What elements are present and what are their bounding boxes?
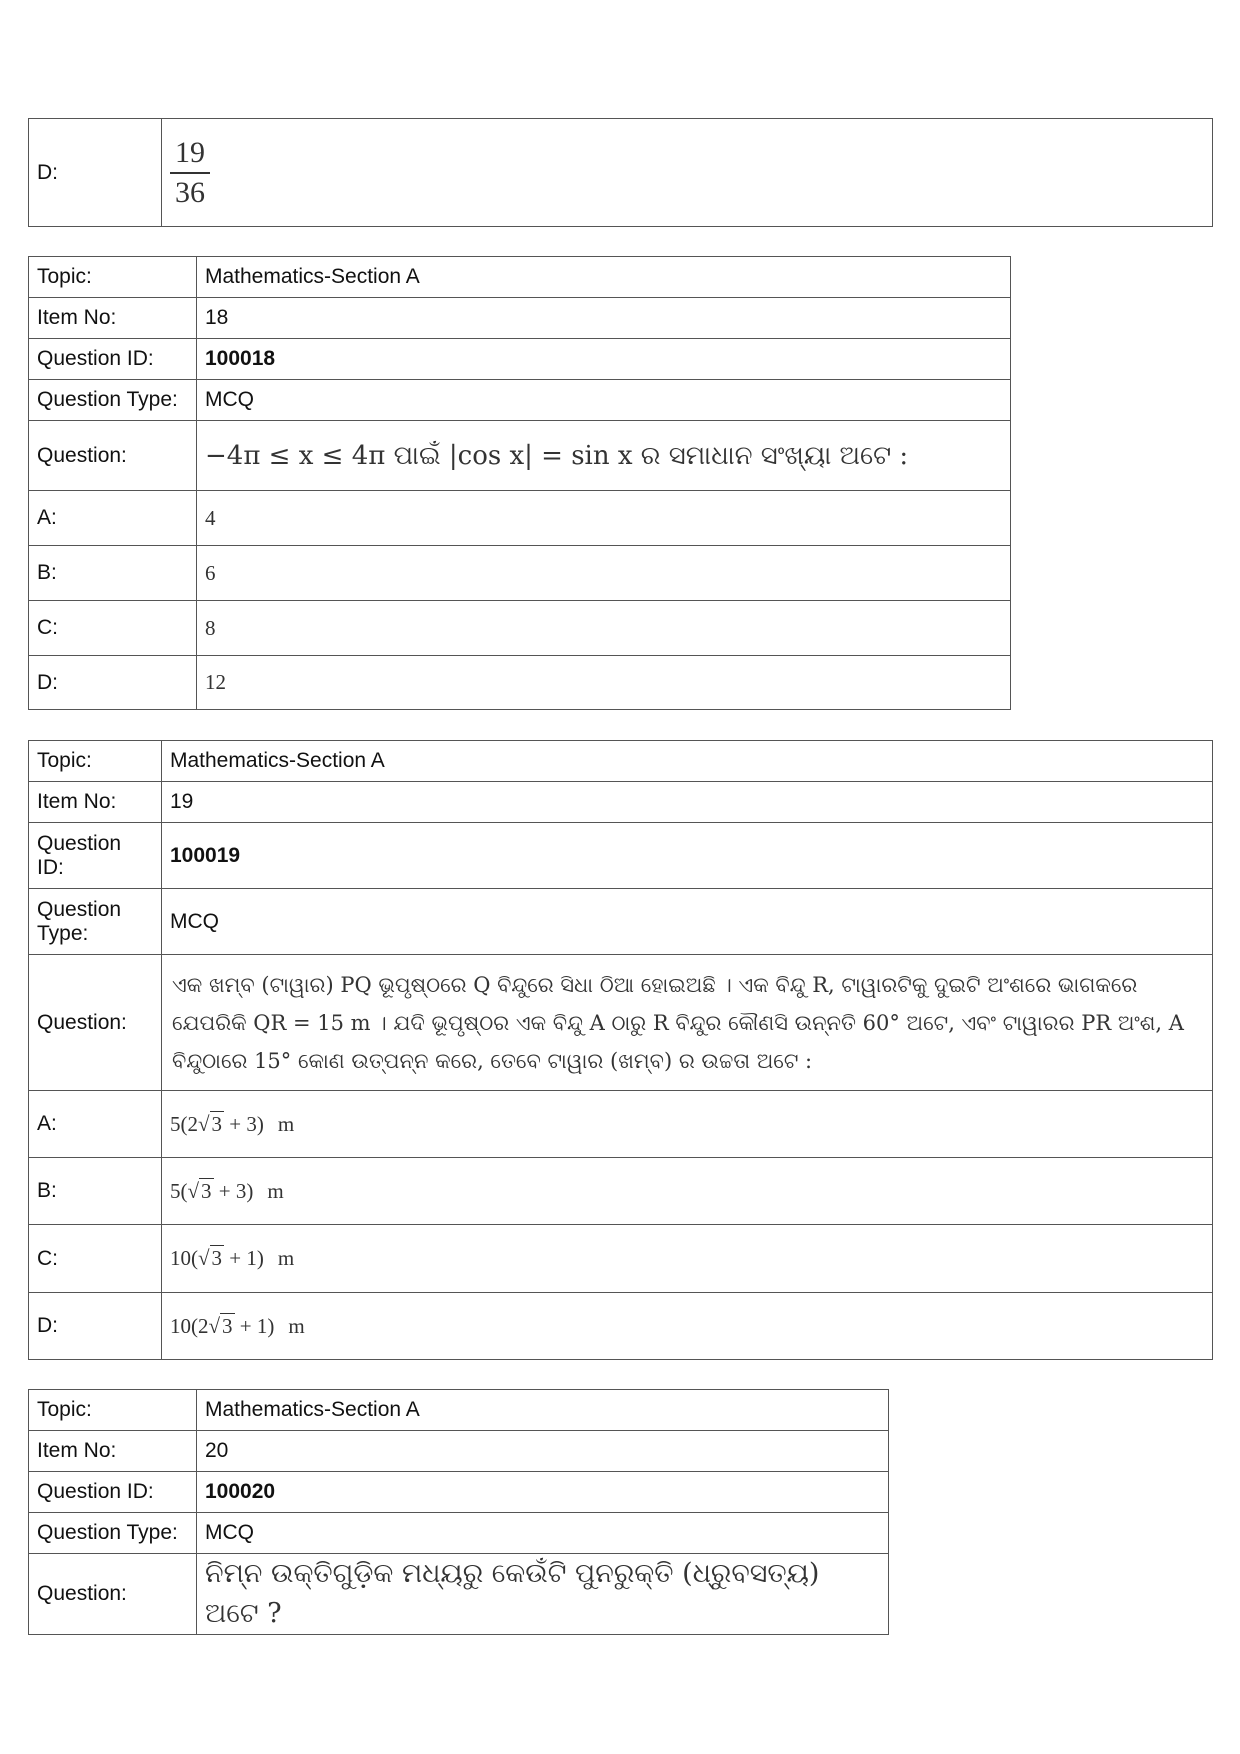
option-b-value: 5(√3 + 3) m: [162, 1158, 1213, 1225]
option-d-value: 12: [197, 656, 1011, 710]
topic-label: Topic:: [29, 257, 197, 298]
question-id-label: Question ID:: [29, 823, 162, 889]
unit: m: [277, 1246, 295, 1270]
open-term: (: [180, 1178, 188, 1203]
option-d-label: D:: [29, 1293, 162, 1360]
question-text: ନିମ୍ନ ଉକ୍ତିଗୁଡ଼ିକ ମଧ୍ୟରୁ କେଉଁଟି ପୁନରୁକ୍ତି (ଧ୍ରୁବସତ୍ୟ) ଅଟେ ?: [197, 1554, 889, 1635]
option-c-value: 8: [197, 601, 1011, 656]
question-id-value: 100020: [197, 1472, 889, 1513]
item-18-table: [28, 256, 1011, 710]
question-type-label: Question Type:: [29, 380, 197, 421]
question-id-label: Question ID:: [29, 339, 197, 380]
item-no-label: Item No:: [29, 298, 197, 339]
option-c-label: C:: [29, 601, 197, 656]
option-a-value: 5(2√3 + 3) m: [162, 1091, 1213, 1158]
topic-value: Mathematics-Section A: [162, 741, 1213, 782]
radicand: 3: [211, 1246, 223, 1270]
question-type-label: Question Type:: [29, 889, 162, 955]
question-type-value: MCQ: [197, 380, 1011, 421]
question-text: ଏକ ଖମ୍ବ (ଟାୱାର) PQ ଭୂପୃଷ୍ଠରେ Q ବିନ୍ଦୁରେ ସିଧା ଠିଆ ହୋଇଅଛି । ଏକ ବିନ୍ଦୁ R, ଟାୱାରଟିକୁ ଦୁଇଟି ଅଂଶରେ ଭାଗକରେ ଯେପରିକି QR = 15 m । ଯଦି ଭୂପୃଷ୍ଠର ଏକ ବିନ୍ଦୁ A ଠାରୁ R ବିନ୍ଦୁର କୌଣସି ଉନ୍ନତି 60° ଅଟେ, ଏବଂ ଟାୱାରର PR ଅଂଶ, A ବିନ୍ଦୁଠାରେ 15° କୋଣ ଉତ୍ପନ୍ନ କରେ, ତେବେ ଟାୱାର (ଖମ୍ବ) ର ଉଚ୍ଚତା ଅଟେ :: [162, 955, 1213, 1091]
option-d-label: D:: [29, 656, 197, 710]
item-20-table: [28, 1389, 889, 1635]
item-no-value: 18: [197, 298, 1011, 339]
coefficient: 5: [170, 1111, 181, 1136]
option-b-label: B:: [29, 546, 197, 601]
close-term: + 1): [224, 1246, 264, 1270]
question-label: Question:: [29, 955, 162, 1091]
fraction: [170, 136, 210, 210]
unit: m: [267, 1178, 284, 1203]
option-d-value: [162, 119, 1213, 227]
option-a-label: A:: [29, 1091, 162, 1158]
close-term: + 1): [234, 1313, 275, 1338]
open-term: (2: [180, 1111, 198, 1136]
question-text: −4π ≤ x ≤ 4π ପାଇଁ |cos x| = sin x ର ସମାଧାନ ସଂଖ୍ୟା ଅଟେ :: [197, 421, 1011, 491]
radicand: 3: [222, 1313, 233, 1338]
coefficient: 5: [170, 1178, 181, 1203]
close-term: + 3): [224, 1111, 264, 1136]
coefficient: 10: [170, 1313, 191, 1338]
question-id-label: Question ID:: [29, 1472, 197, 1513]
item-no-label: Item No:: [29, 1431, 197, 1472]
radicand: 3: [211, 1111, 223, 1136]
option-a-label: A:: [29, 491, 197, 546]
topic-value: Mathematics-Section A: [197, 257, 1011, 298]
item-no-value: 20: [197, 1431, 889, 1472]
coefficient: 10: [170, 1246, 191, 1270]
question-label: Question:: [29, 421, 197, 491]
option-b-value: 6: [197, 546, 1011, 601]
option-c-label: C:: [29, 1225, 162, 1293]
option-a-value: 4: [197, 491, 1011, 546]
item-19-table: [28, 740, 1213, 1360]
question-id-value: 100019: [162, 823, 1213, 889]
prev-item-table: [28, 118, 1213, 227]
question-id-value: 100018: [197, 339, 1011, 380]
fraction-bar: [170, 172, 210, 174]
unit: m: [277, 1111, 295, 1136]
close-term: + 3): [213, 1178, 254, 1203]
option-c-value: 10(√3 + 1) m: [162, 1225, 1213, 1293]
item-no-label: Item No:: [29, 782, 162, 823]
option-d-value: 10(2√3 + 1) m: [162, 1293, 1213, 1360]
radicand: 3: [201, 1178, 212, 1203]
topic-label: Topic:: [29, 741, 162, 782]
topic-label: Topic:: [29, 1390, 197, 1431]
question-type-value: MCQ: [162, 889, 1213, 955]
numerator: 19: [175, 135, 205, 169]
topic-value: Mathematics-Section A: [197, 1390, 889, 1431]
option-d-label: D:: [29, 119, 162, 227]
question-type-value: MCQ: [197, 1513, 889, 1554]
open-term: (: [191, 1246, 198, 1270]
question-type-label: Question Type:: [29, 1513, 197, 1554]
denominator: 36: [175, 175, 205, 209]
item-no-value: 19: [162, 782, 1213, 823]
question-label: Question:: [29, 1554, 197, 1635]
unit: m: [288, 1313, 305, 1338]
open-term: (2: [191, 1313, 209, 1338]
option-b-label: B:: [29, 1158, 162, 1225]
